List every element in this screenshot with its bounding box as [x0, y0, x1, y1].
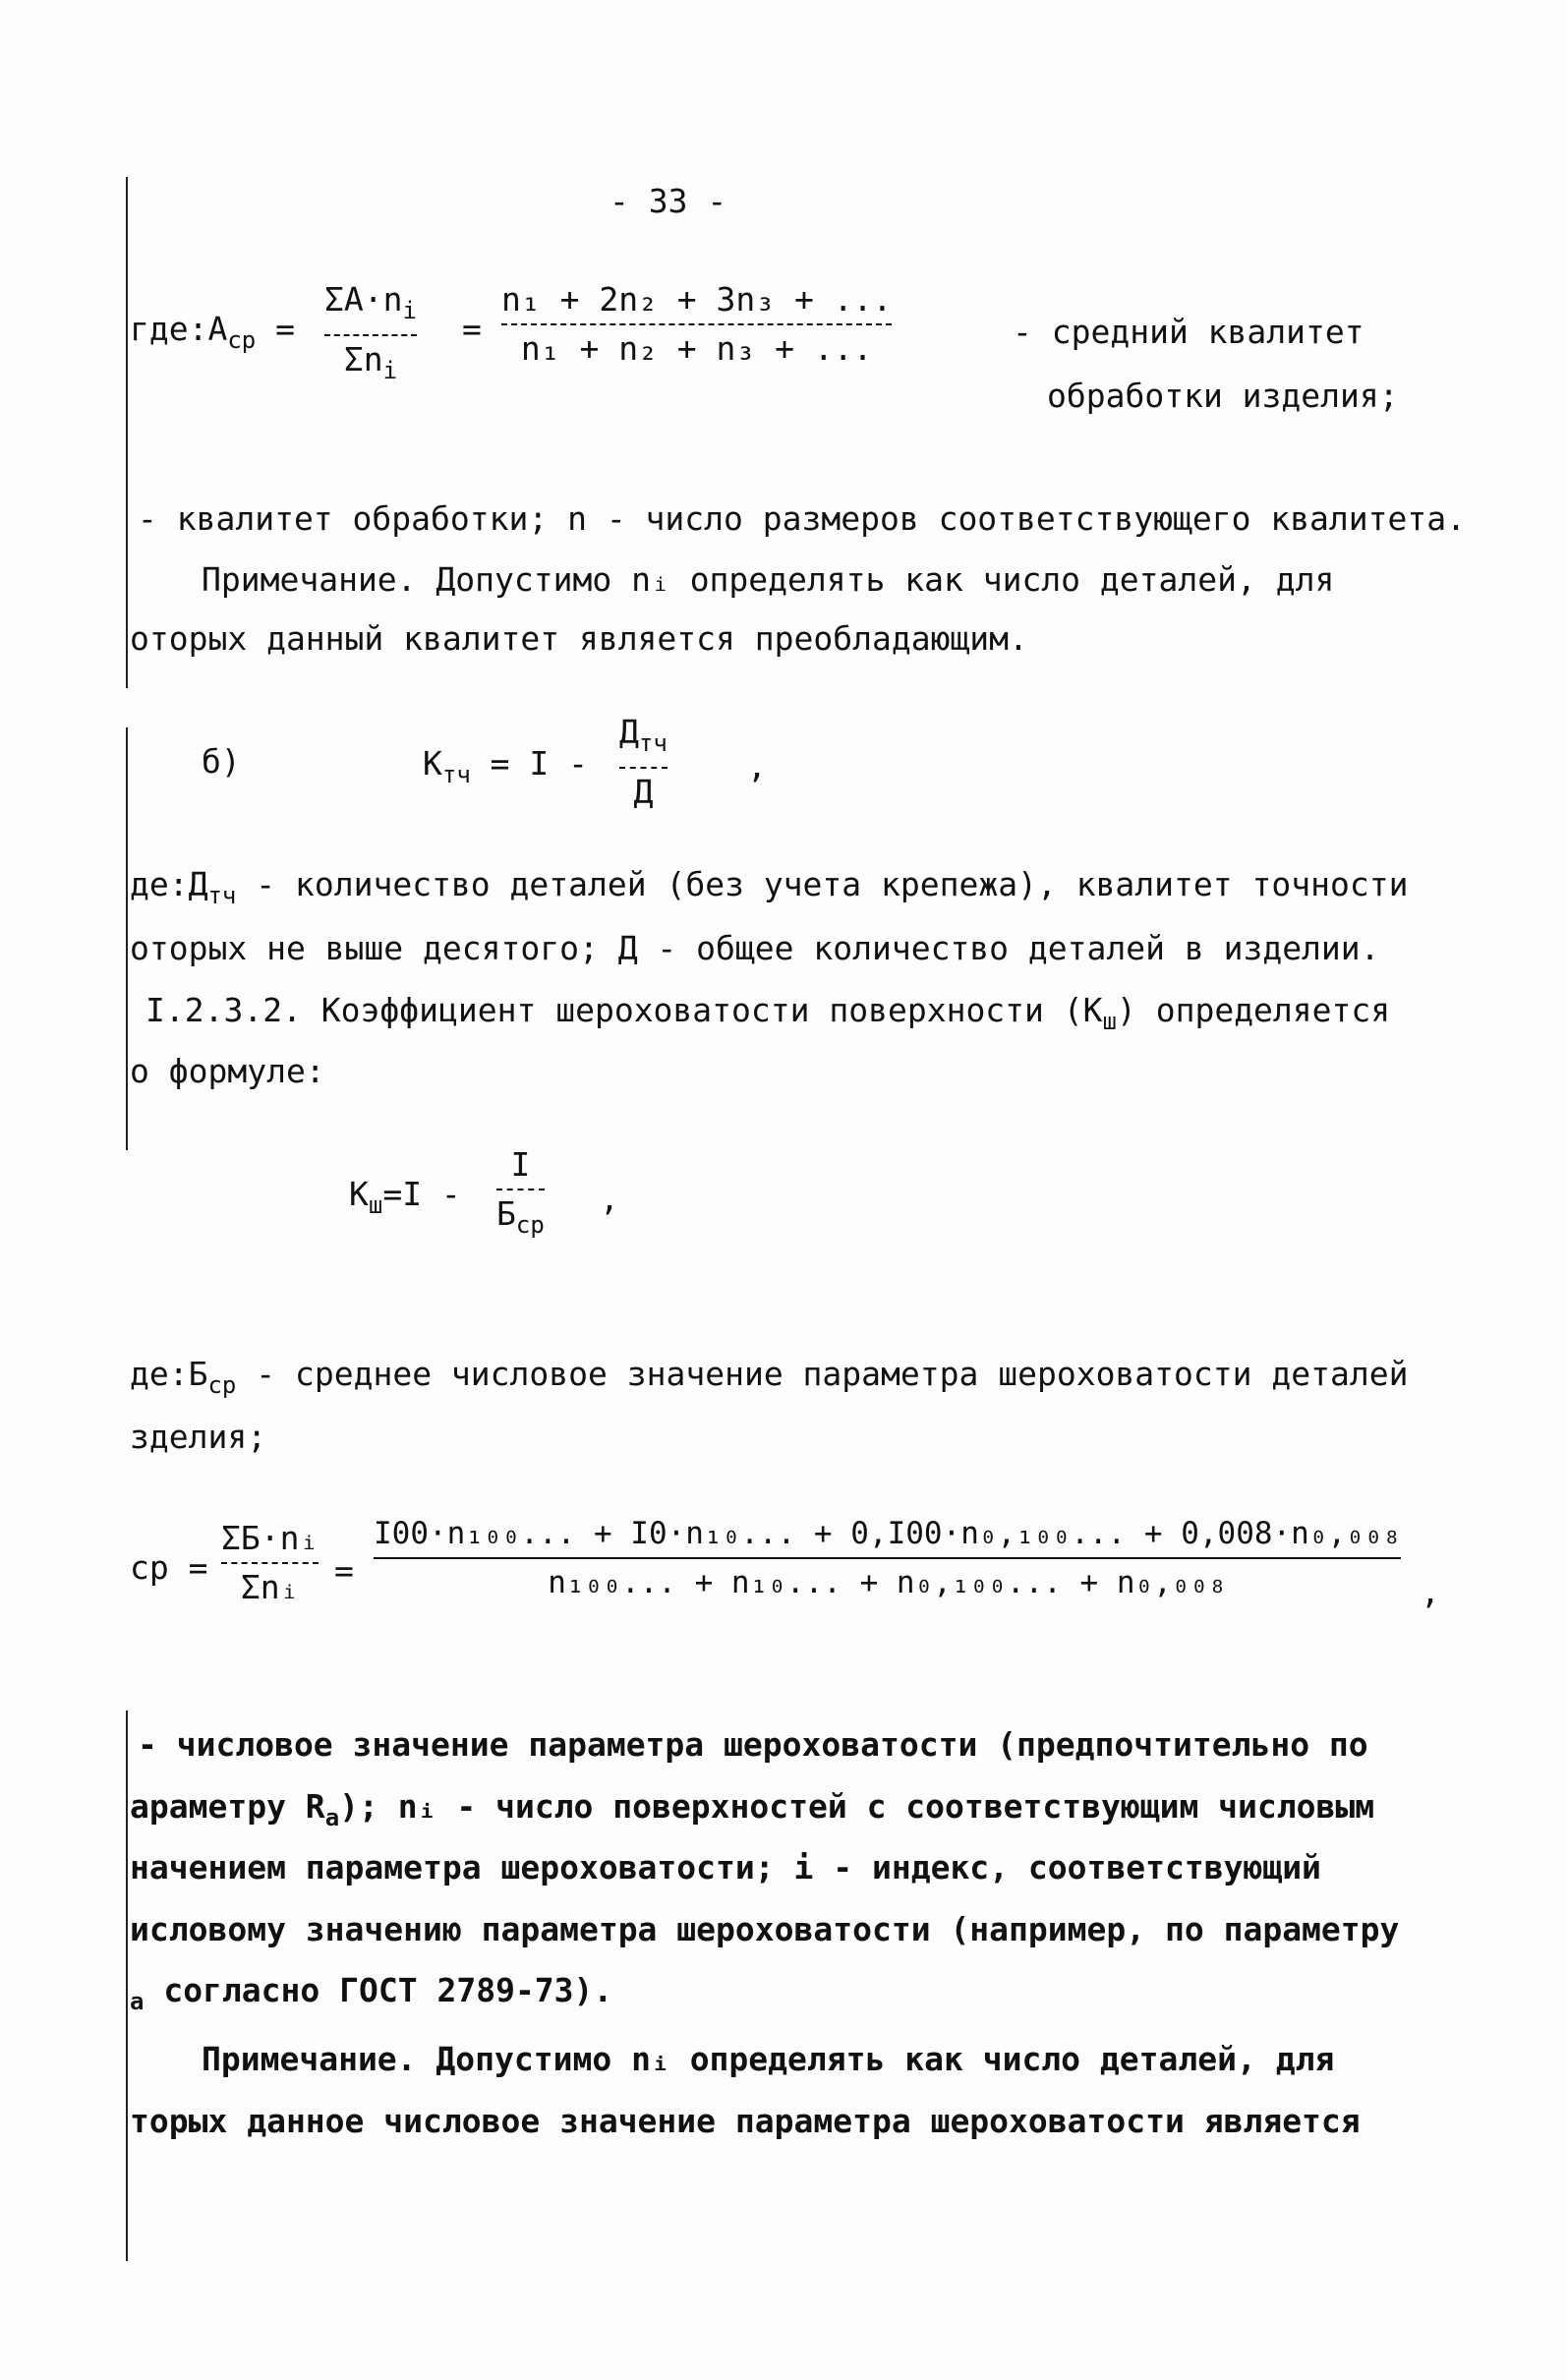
formula-a-fraction-1: $\Sigma А\cdot n_i$ $\Sigma n_i$ — [324, 280, 417, 384]
formula-d-lhs: ср = — [130, 1548, 208, 1587]
formula-c-lhs: $К_ш=I$ - — [349, 1175, 461, 1219]
para2-line1: $де:Д_{тч}$ - количество деталей (без учета крепежа), квалитет точности — [130, 865, 1409, 909]
para2-line2: оторых не выше десятого; Д - общее количество деталей в изделии. — [130, 929, 1380, 967]
margin-line-top — [126, 177, 128, 688]
formula-d-fraction-2: I00·n₁₀₀... + I0·n₁₀... + 0,I00·n₀,₁₀₀... + 0,008·n₀,₀₀₈ n₁₀₀... + n₁₀... + n₀,₁₀₀... + n₀,₀₀₈ — [374, 1516, 1402, 1600]
para4-line5: $_a$ согласно ГОСТ 2789-73). — [130, 1971, 613, 2015]
para2-line3: I.2.3.2. Коэффициент шероховатости поверхности $(К_ш)$ определяется — [145, 991, 1391, 1035]
para3-line1: $де:Б_{ср}$ - среднее числовое значение параметра шероховатости деталей — [130, 1355, 1409, 1399]
para1-line2: Примечание. Допустимо nᵢ определять как число деталей, для — [202, 560, 1335, 599]
formula-a-lhs: $где:А_{ср}$ = — [130, 310, 295, 354]
formula-a-desc-1: - средний квалитет — [1013, 313, 1364, 351]
formula-d-eq2: = — [334, 1551, 354, 1590]
para2-line4: о формуле: — [130, 1052, 325, 1090]
para4-line4: исловому значению параметра шероховатости (например, по параметру — [130, 1910, 1400, 1948]
margin-line-bottom — [126, 1711, 128, 2261]
para3-line2: зделия; — [130, 1418, 267, 1456]
para1-line1: - квалитет обработки; n - число размеров соответствующего квалитета. — [138, 499, 1467, 538]
para1-line3: оторых данный квалитет является преобладающим. — [130, 619, 1028, 658]
formula-d-comma: , — [1421, 1573, 1440, 1611]
para4-line1: - числовое значение параметра шероховатости (предпочтительно по — [138, 1725, 1368, 1764]
para4-line2: араметру $R_a$); nᵢ - число поверхностей с соответствующим числовым — [130, 1787, 1375, 1831]
margin-line-mid — [126, 727, 128, 1150]
formula-b-lhs: $К_{тч} = I$ - — [423, 744, 588, 788]
formula-b-fraction: $Д_{тч}$ Д — [619, 713, 667, 811]
formula-a-fraction-2: n₁ + 2n₂ + 3n₃ + ... n₁ + n₂ + n₃ + ... — [501, 280, 893, 368]
formula-c-fraction: I $Б_{ср}$ — [496, 1145, 545, 1239]
para4-line3: начением параметра шероховатости; i - индекс, соответствующий — [130, 1848, 1321, 1887]
formula-b-label: б) — [202, 742, 241, 781]
para4-line6: Примечание. Допустимо nᵢ определять как число деталей, для — [202, 2040, 1335, 2078]
formula-c-comma: , — [600, 1180, 619, 1218]
formula-b-comma: , — [747, 747, 767, 785]
formula-d-fraction-1: ΣБ·nᵢ Σnᵢ — [221, 1519, 319, 1606]
formula-a-desc-2: обработки изделия; — [1047, 377, 1399, 415]
formula-a-eq2: = — [462, 310, 482, 348]
page-number: - 33 - — [609, 182, 727, 220]
para4-line7: торых данное числовое значение параметра шероховатости является — [130, 2102, 1361, 2140]
